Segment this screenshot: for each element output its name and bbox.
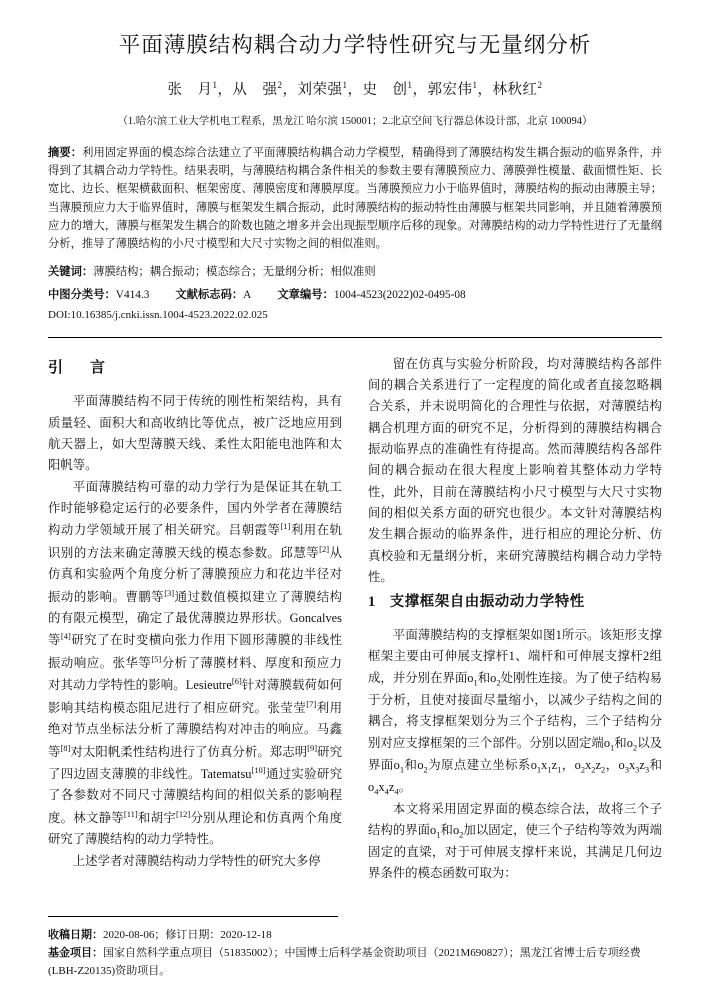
section-1-paragraph-1: 平面薄膜结构的支撑框架如图1所示。该矩形支撑框架主要由可伸展支撑杆1、端杆和可伸展支撑杆2组成，并分别在界面$o_1$和$o_2$处刚性连接。为了使子结构易于分析，且使对接面尽量缩小，以减少子结构之间的耦合，将支撑框架划分为三个子结构，三个子结构分别对应支撑框架的三个部件。分别以固定端$o_1$和$o_2$以及界面$o_1$和$o_2$为原点建立坐标系$o_1x_1z_1$，$o_2x_2z_2$，$o_3x_3z_3$和$o_4x_4z_4$。 [368,628,663,797]
intro-paragraph-3: 上述学者对薄膜结构动力学特性的研究大多停 [72,853,321,868]
section-1-number: 1 [368,594,376,611]
received-date-value: 2020-08-06；修订日期：2020-12-18 [103,928,272,941]
received-date-row [48,927,662,945]
funding-row [48,945,662,981]
document-code-label: 文献标志码： [175,288,244,301]
page-title: 平面薄膜结构耦合动力学特性研究与无量纲分析 [118,33,592,57]
received-date-label: 收稿日期： [48,928,103,941]
article-id-value: 1004-4523(2022)02-0495-08 [333,288,466,301]
left-column [48,354,342,885]
page-footer [48,916,662,982]
right-column [368,354,662,885]
doi: DOI:10.16385/j.cnki.issn.1004-4523.2022.02.025 [48,308,268,321]
clc-label: 中图分类号： [48,288,116,301]
body-columns [48,354,662,885]
abstract-text: 利用固定界面的模态综合法建立了平面薄膜结构耦合动力学模型，精确得到了薄膜结构发生耦合振动的临界条件，并得到了其耦合动力学特性。结果表明，与薄膜结构耦合条件相关的参数主要有薄膜预应力、薄膜弹性模量、截面惯性矩、长宽比、边长、框架横截面积、框架密度、薄膜密度和薄膜厚度。当薄膜预应力小于临界值时，薄膜结构的振动由薄膜主导；当薄膜预应力大于临界值时，薄膜与框架发生耦合振动，此时薄膜结构的振动特性由薄膜与框架共同影响，并且随着薄膜预应力的增大，薄膜与框架发生耦合的阶数也随之增多并会出现振型顺序后移的现象。对薄膜结构的动力学特性进行了无量纲分析，推导了薄膜结构的小尺寸模型和大尺寸实物之间的相似准则。 [48,146,662,251]
abstract [48,144,662,254]
section-heading-1 [368,590,662,615]
keywords-label: 关键词： [48,266,94,279]
intro-paragraph-1: 平面薄膜结构不同于传统的刚性桁架结构，具有质量轻、面积大和高收纳比等优点，被广泛地应用到航天器上，如大型薄膜天线、柔性太阳能电池阵和太阳帆等。 [48,394,342,473]
right-paragraph-1: 留在仿真与实验分析阶段，均对薄膜结构各部件间的耦合关系进行了一定程度的简化或者直接忽略耦合关系，并未说明简化的合理性与依据，对薄膜结构耦合机理方面的研究不足，分析得到的薄膜结构耦合振动临界点的准确性有待提高。然而薄膜结构各部件间的耦合振动在很大程度上影响着其整体动力学特性，此外，目前在薄膜结构小尺寸模型与大尺寸实物间的相似关系方面的研究也很少。本文针对薄膜结构发生耦合振动的临界条件，进行相应的理论分析、仿真校验和无量纲分析，来研究薄膜结构耦合动力学特性。 [368,356,662,584]
clc-number [48,286,149,305]
header-divider [48,337,662,338]
abstract-label: 摘要： [48,146,83,159]
keywords [48,263,662,282]
section-1-paragraph-2: 本文将采用固定界面的模态综合法，故将三个子结构的界面$o_1$和$o_2$加以固定，使三个子结构等效为两端固定的直梁，对于可伸展支撑杆来说，其满足几何边界条件的模态函数可取为： [368,801,663,881]
document-code-value: A [243,288,252,301]
clc-value: V414.3 [115,288,150,301]
article-id-label: 文章编号： [277,288,334,301]
section-heading-intro: 引 言 [48,359,112,376]
author-list: 张 月$^1$，从 强$^2$，刘荣强$^1$，史 创$^1$，郭宏伟$^1$，林秋红$^2$ [167,79,543,98]
funding-label: 基金项目： [48,947,103,960]
keywords-text: 薄膜结构；耦合振动；模态综合；无量纲分析；相似准则 [93,266,376,279]
funding-value: 国家自然科学重点项目（51835002）；中国博士后科学基金资助项目（2021M690827）；黑龙江省博士后专项经费(LBH-Z20135)资助项目。 [48,947,641,978]
article-id [277,286,465,305]
intro-paragraph-2: 平面薄膜结构可靠的动力学行为是保证其在轨工作时能够稳定运行的必要条件，国内外学者在薄膜结构动力学领域开展了相关研究。吕朝霞等[1]利用在轨识别的方法来确定薄膜天线的模态参数。邱慧等[2]从仿真和实验两个角度分析了薄膜预应力和花边半径对振动的影响。曹鹏等[3]通过数值模拟建立了薄膜结构的有限元模型，确定了最优薄膜边界形状。Goncalves等[4]研究了在时变横向张力作用下圆形薄膜的非线性振动响应。张华等[5]分析了薄膜材料、厚度和预应力对其动力学特性的影响。Lesieutre[6]针对薄膜载荷如何影响其结构模态阻尼进行了相应研究。张莹莹[7]利用绝对节点坐标法分析了薄膜结构对冲击的响应。马鑫等[8]对太阳帆柔性结构进行了仿真分析。郑志明[9]研究了四边固支薄膜的非线性。Tatematsu[10]通过实验研究了各参数对不同尺寸薄膜结构间的相似关系的影响程度。林文静等[11]和胡宇[12]分别从理论和仿真两个角度研究了薄膜结构的动力学特性。 [48,479,343,847]
meta-line [48,286,662,305]
affiliation: （1.哈尔滨工业大学机电工程系，黑龙江 哈尔滨 150001；2.北京空间飞行器总体设计部，北京 100094） [117,115,593,127]
document-code [175,286,251,305]
footer-divider [48,916,338,923]
section-1-title: 支撑框架自由振动动力学特性 [389,594,585,611]
